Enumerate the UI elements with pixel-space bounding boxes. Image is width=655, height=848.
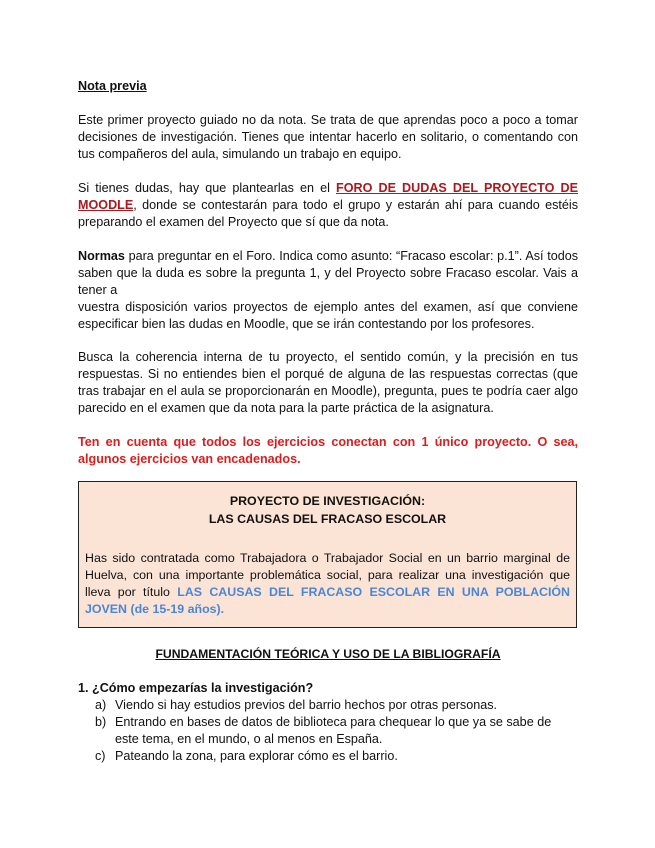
project-highlight: LAS CAUSAS DEL FRACASO ESCOLAR EN UNA POBLACIÓN JOVEN (de 15-19 años). <box>85 585 570 616</box>
normas-text-line1: para preguntar en el Foro. Indica como asunto: “Fracaso escolar: p.1”. Así todos saben que la duda es sobre la pregunta 1, y del Proyecto sobre Fracaso escolar. Vais a tener a <box>78 249 578 297</box>
normas-label: Normas <box>78 249 125 263</box>
option-a <box>95 697 578 714</box>
option-text: Entrando en bases de datos de biblioteca para chequear lo que ya se sabe de este tema, en el mundo, o al menos en España. <box>115 715 552 746</box>
foro-dudas-link[interactable]: FORO DE DUDAS DEL PROYECTO DE MOODLE <box>78 181 578 212</box>
question-1-options <box>95 697 578 765</box>
normas-paragraph-cont: vuestra disposición varios proyectos de ejemplo antes del examen, así que conviene especificar bien las dudas en Moodle, que se irán contestando por los profesores. <box>78 300 578 331</box>
warning-paragraph: Ten en cuenta que todos los ejercicios conectan con 1 único proyecto. O sea, algunos ejercicios van encadenados. <box>78 435 578 466</box>
dudas-text-after: , donde se contestarán para todo el grupo y estarán ahí para cuando estéis preparando el examen del Proyecto que sí que da nota. <box>78 198 578 229</box>
project-description <box>85 550 570 618</box>
project-box <box>78 481 577 628</box>
option-letter: a) <box>95 698 107 712</box>
project-title-line1: PROYECTO DE INVESTIGACIÓN: <box>229 494 426 508</box>
question-1: 1. ¿Cómo empezarías la investigación? <box>78 681 314 695</box>
option-letter: c) <box>95 749 106 763</box>
option-text: Viendo si hay estudios previos del barrio hechos por otras personas. <box>115 698 498 712</box>
option-c <box>95 748 578 765</box>
dudas-text-before: Si tienes dudas, hay que plantearlas en el <box>78 181 337 195</box>
normas-paragraph <box>78 248 578 299</box>
section-heading: FUNDAMENTACIÓN TEÓRICA Y USO DE LA BIBLIOGRAFÍA <box>155 647 501 661</box>
coherencia-paragraph: Busca la coherencia interna de tu proyecto, el sentido común, y la precisión en tus respuestas. Si no entiendes bien el porqué de alguna de las respuestas correctas (que tras trabajar en el aula se proporcionarán en Moodle), pregunta, pues te podría caer algo parecido en el examen que da nota para la parte práctica de la asignatura. <box>78 350 578 415</box>
intro-paragraph: Este primer proyecto guiado no da nota. Se trata de que aprendas poco a poco a tomar decisiones de investigación. Tienes que intentar hacerlo en solitario, o comentando con tus compañeros del aula, simulando un trabajo en equipo. <box>78 113 578 161</box>
option-letter: b) <box>95 715 107 729</box>
nota-previa-heading: Nota previa <box>78 79 147 93</box>
option-text: Pateando la zona, para explorar cómo es el barrio. <box>115 749 398 763</box>
dudas-paragraph <box>78 180 578 231</box>
option-b <box>95 714 578 748</box>
project-title-line2: LAS CAUSAS DEL FRACASO ESCOLAR <box>208 512 447 526</box>
project-text: Has sido contratada como Trabajadora o Trabajador Social en un barrio marginal de Huelva, con una importante problemática social, para realizar una investigación que lleva por título <box>85 551 570 599</box>
